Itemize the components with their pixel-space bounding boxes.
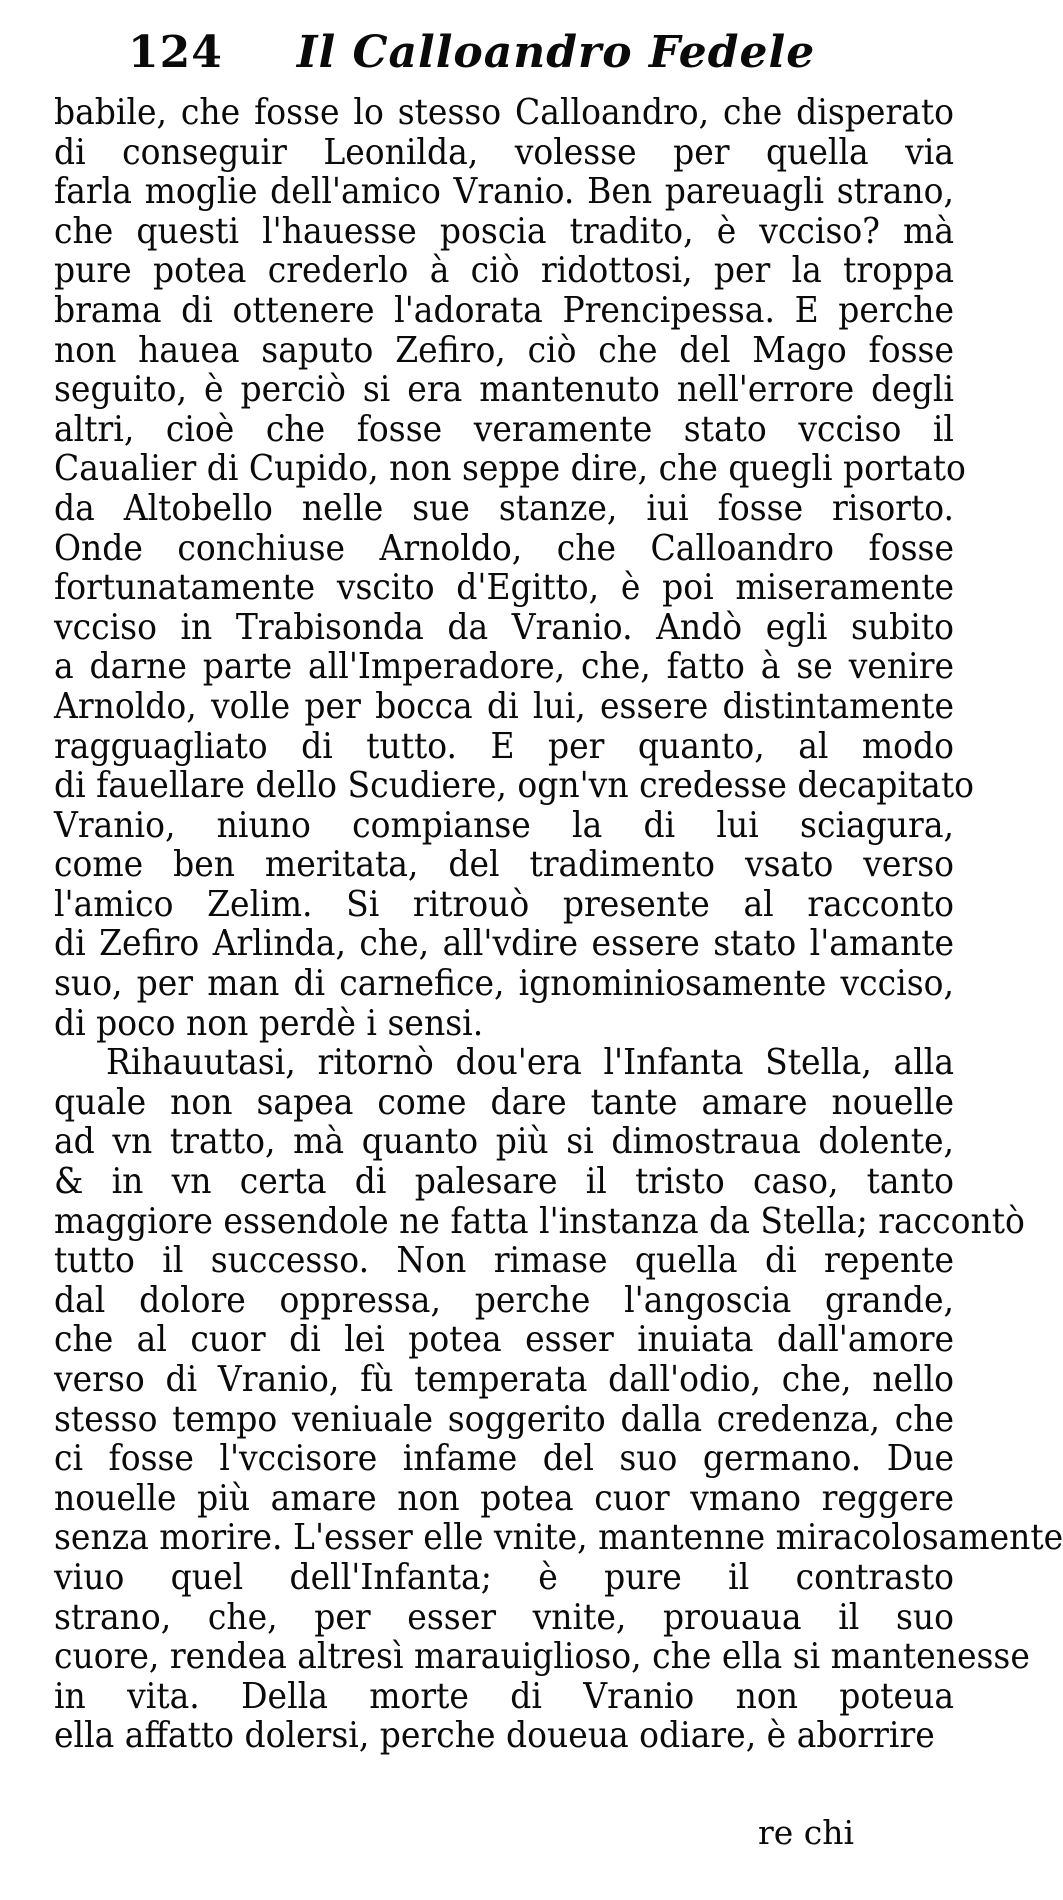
text-line: di fauellare dello Scudiere, ogn'vn credesse decapitato	[54, 763, 974, 806]
text-line: nouelle più amare non potea cuor vmano reggere	[54, 1476, 954, 1519]
text-line: farla moglie dell'amico Vranio. Ben pareuagli strano,	[54, 169, 954, 212]
text-line: cuore, rendea altresì marauiglioso, che ella si mantenesse	[54, 1634, 1030, 1677]
text-line: verso di Vranio, fù temperata dall'odio, che, nello	[54, 1357, 954, 1400]
running-title: Il Calloandro Fedele	[296, 27, 816, 78]
text-line: ci fosse l'vccisore infame del suo germano. Due	[54, 1436, 954, 1479]
text-line: dal dolore oppressa, perche l'angoscia grande,	[54, 1278, 954, 1321]
text-line: come ben meritata, del tradimento vsato verso	[54, 842, 954, 885]
text-line: Rihauutasi, ritornò dou'era l'Infanta Stella, alla	[106, 1040, 954, 1083]
page-header	[128, 18, 928, 88]
text-line: quale non sapea come dare tante amare nouelle	[54, 1080, 954, 1123]
text-line: di Zefiro Arlinda, che, all'vdire essere stato l'amante	[54, 921, 954, 965]
text-line: seguito, è perciò si era mantenuto nell'errore degli	[54, 367, 954, 410]
text-line: ad vn tratto, mà quanto più si dimostraua dolente,	[54, 1119, 954, 1162]
text-line: fortunatamente vscito d'Egitto, è poi miseramente	[54, 565, 954, 608]
text-line: senza morire. L'esser elle vnite, mantenne miracolosamente	[54, 1515, 1063, 1558]
text-line: che al cuor di lei potea esser inuiata dall'amore	[54, 1317, 954, 1360]
page-number: 124	[128, 27, 223, 78]
text-line: brama di ottenere l'adorata Prencipessa. E perche	[54, 288, 954, 331]
body-text	[54, 90, 1063, 1756]
text-line: non hauea saputo Zefiro, ciò che del Mago fosse	[54, 327, 954, 371]
text-line: viuo quel dell'Infanta; è pure il contrasto	[54, 1555, 954, 1598]
text-line: stesso tempo veniuale soggerito dalla credenza, che	[54, 1397, 954, 1440]
text-line: di conseguir Leonilda, volesse per quella via	[54, 130, 954, 173]
text-line: di poco non perdè i sensi.	[54, 1001, 484, 1044]
text-line: ragguagliato di tutto. E per quanto, al modo	[54, 723, 954, 767]
text-line: Vranio, niuno compianse la di lui sciagura,	[54, 803, 954, 846]
text-line: maggiore essendole ne fatta l'instanza da Stella; raccontò	[54, 1199, 1025, 1242]
text-line: vcciso in Trabisonda da Vranio. Andò egli subito	[54, 605, 954, 648]
text-line: in vita. Della morte di Vranio non poteua	[54, 1674, 954, 1717]
text-line: l'amico Zelim. Si ritrouò presente al racconto	[54, 882, 954, 925]
text-line: a darne parte all'Imperadore, che, fatto à se venire	[54, 644, 954, 687]
text-line: altri, cioè che fosse veramente stato vcciso il	[54, 407, 954, 450]
text-line: pure potea crederlo à ciò ridottosi, per la troppa	[54, 248, 954, 291]
text-line: Arnoldo, volle per bocca di lui, essere distintamente	[54, 684, 954, 727]
text-line: strano, che, per esser vnite, prouaua il suo	[54, 1594, 954, 1638]
text-line: babile, che fosse lo stesso Calloandro, che disperato	[54, 90, 954, 133]
text-line: che questi l'hauesse poscia tradito, è vcciso? mà	[54, 209, 954, 252]
text-line: tutto il successo. Non rimase quella di repente	[54, 1238, 954, 1281]
catchword: re chi	[758, 1813, 855, 1852]
text-line: ella affatto dolersi, perche doueua odiare, è aborrire	[54, 1713, 935, 1756]
text-line: da Altobello nelle sue stanze, iui fosse risorto.	[54, 486, 954, 529]
text-line: suo, per man di carnefice, ignominiosamente vcciso,	[54, 961, 954, 1004]
text-line: Caualier di Cupido, non seppe dire, che quegli portato	[54, 446, 966, 489]
text-line: Onde conchiuse Arnoldo, che Calloandro fosse	[54, 525, 954, 569]
text-line: & in vn certa di palesare il tristo caso, tanto	[54, 1159, 954, 1202]
